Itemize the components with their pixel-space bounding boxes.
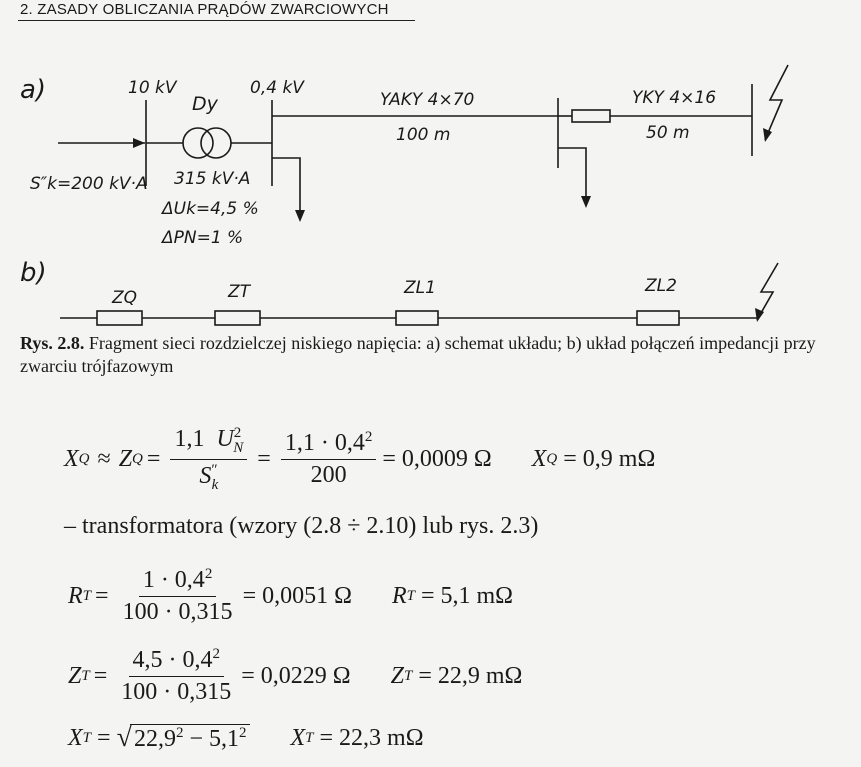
sqrt-body: $22,9^2 - 5,1^2$ [130,724,251,753]
fault-arrow-a [763,128,772,142]
resistor-zl1 [396,311,438,325]
section-header: 2. ZASADY OBLICZANIA PRĄDÓW ZWARCIOWYCH [18,0,415,21]
eq2-final: = 5,1 mΩ [420,582,513,609]
caption-label: Rys. 2.8. [20,333,85,353]
eq1-result: = 0,0009 Ω [382,445,492,472]
panel-a-label: a) [20,75,47,105]
caption-text: Fragment sieci rozdzielczej niskiego napięcia: a) schemat układu; b) układ połączeń impedancji przy zwarciu trójfazowym [20,333,816,376]
zl2-label: ZL2 [645,276,677,296]
fuse [572,110,610,122]
panel-b-label: b) [20,258,47,288]
delta-pn-label: ΔPN=1 % [162,228,244,248]
lv-load-arrow [295,210,305,222]
zq-label: ZQ [112,288,138,308]
transformer-winding-2 [201,128,231,158]
equation-zt: Z T = $\frac{4,5 \cdot 0,4^2}{100 \cdot 0,315}$ = 0,0229 Ω Z T = 22,9 mΩ [68,646,523,705]
cable1-length-label: 100 m [396,125,451,145]
cable1-type-label: YAKY 4×70 [380,90,475,110]
transformer-winding-1 [183,128,213,158]
eq4-final: = 22,3 mΩ [319,724,424,751]
lv-voltage-label: 0,4 kV [250,78,304,98]
sqrt-symbol: √ [116,722,132,753]
transformer-group-label: Dy [192,93,218,115]
eq1-final: = 0,9 mΩ [563,445,656,472]
zt-label: ZT [228,282,251,302]
eq3-fraction: $\frac{4,5 \cdot 0,4^2}{100 \cdot 0,315}$ [121,646,232,705]
resistor-zq [97,311,142,325]
resistor-zl2 [637,311,679,325]
eq2-fraction: $\frac{1 \cdot 0,4^2}{100 \cdot 0,315}$ [122,566,233,625]
circuit-diagram [0,0,861,330]
node-load-arrow [581,196,591,208]
equation-xt: X T = √ $22,9^2 - 5,1^2$ X T = 22,3 mΩ [68,722,424,753]
cable2-length-label: 50 m [646,123,690,143]
eq3-final: = 22,9 mΩ [418,662,523,689]
delta-uk-label: ΔUk=4,5 % [162,199,259,219]
short-circuit-power-label: S″k=200 kV·A [30,174,148,194]
transformer-section-text: – transformatora (wzory (2.8 ÷ 2.10) lub rys. 2.3) [64,513,539,539]
feeder-arrow [133,138,145,148]
eq1-fraction-2: $\frac{1,1 \cdot 0,4^2}{200}$ [281,429,377,489]
figure-caption [20,332,850,378]
cable2-type-label: YKY 4×16 [632,88,717,108]
eq3-result: = 0,0229 Ω [241,662,351,689]
transformer-rating-label: 315 kV·A [174,169,251,189]
node-load-branch [558,148,586,198]
equation-rt: R T = $\frac{1 \cdot 0,4^2}{100 \cdot 0,315}$ = 0,0051 Ω R T = 5,1 mΩ [68,566,513,625]
eq1-fraction-1: $\frac{1,1 U^2_N}{S''_k}$ [170,425,247,494]
lv-load-branch [272,158,300,212]
equation-xq: X Q ≈ Z Q = $\frac{1,1 U^2_N}{S''_k}$ = $\frac{1,1 \cdot 0,4^2}{200}$ = 0,0009 Ω X Q = 0,9 mΩ [64,425,656,493]
eq2-result: = 0,0051 Ω [242,582,352,609]
hv-voltage-label: 10 kV [128,78,177,98]
zl1-label: ZL1 [404,278,436,298]
fault-lightning-a [765,65,788,140]
resistor-zt [215,311,260,325]
